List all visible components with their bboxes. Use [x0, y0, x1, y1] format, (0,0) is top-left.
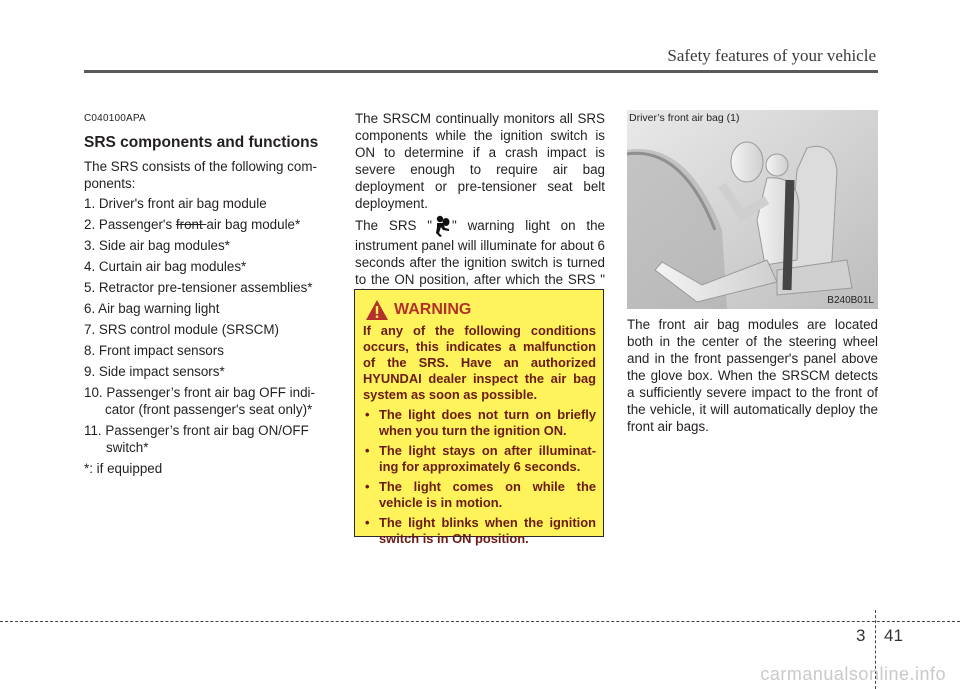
bullet-dot: • [365, 515, 370, 530]
intro-text: The SRS consists of the following com-ponents: [84, 159, 317, 191]
item-text: air bag module* [206, 217, 301, 232]
item-text: 2. Passenger's [84, 217, 176, 232]
bullet-dot: • [365, 443, 370, 458]
list-item [84, 216, 336, 233]
list-item: 7. SRS control module (SRSCM) [84, 322, 279, 337]
warning-bullet [363, 515, 596, 547]
struck-text: front [175, 217, 207, 232]
text-span: The SRS " [355, 218, 432, 233]
list-item: 11. Passenger’s front air bag ON/OFF switch* [84, 423, 309, 455]
component-list [84, 195, 336, 477]
text-span: " warning light on the instrument panel will illuminate for about 6 seconds after the ignition switch is turned to the ON position, after which the SRS " [355, 218, 605, 287]
warning-box [354, 289, 604, 546]
list-item: 8. Front impact sensors [84, 343, 224, 358]
footer-rule [0, 621, 960, 622]
bullet-text: The light stays on after illuminat-ing for approximately 6 seconds. [379, 443, 596, 474]
chapter-number: 3 [856, 626, 866, 645]
running-header: Safety features of your vehicle [667, 46, 876, 65]
page-number: 41 [884, 626, 903, 645]
bullet-dot: • [365, 479, 370, 494]
bullet-text: The light blinks when the ignition switch is in ON position. [379, 515, 596, 546]
bullet-text: The light comes on while the vehicle is in motion. [379, 479, 596, 510]
section-title: SRS components and functions [84, 134, 319, 151]
airbag-illustration [627, 110, 878, 309]
list-item: 3. Side air bag modules* [84, 238, 230, 253]
warning-bullet [363, 407, 596, 439]
warning-bullet [363, 443, 596, 475]
section-code: C040100APA [84, 113, 146, 124]
watermark: carmanualsonline.info [760, 664, 946, 684]
header-rule [84, 70, 878, 73]
footnote: *: if equipped [84, 461, 163, 476]
srscm-paragraph: The SRSCM continually monitors all SRS components while the ignition switch is ON to determine if a crash impact is severe enough to require air bag deployment or pre-tensioner seat belt deployment. [355, 111, 605, 211]
warning-title: WARNING [394, 301, 472, 318]
list-item: 9. Side impact sensors* [84, 364, 225, 379]
bullet-text: The light does not turn on briefly when you turn the ignition ON. [379, 407, 596, 438]
figure-caption: Driver’s front air bag (1) [629, 112, 740, 124]
list-item: 10. Passenger’s front air bag OFF indi-cator (front passenger's seat only)* [84, 385, 315, 417]
left-column [84, 110, 336, 481]
middle-column [355, 110, 605, 313]
airbag-warning-icon [434, 215, 450, 237]
warning-text: If any of the following conditions occurs, this indicates a malfunction of the SRS. Have an authorized HYUNDAI dealer inspect the air bag system as soon as possible. [363, 323, 596, 402]
bullet-dot: • [365, 407, 370, 422]
list-item: 4. Curtain air bag modules* [84, 259, 247, 274]
list-item: 5. Retractor pre-tensioner assemblies* [84, 280, 313, 295]
airbag-figure [627, 110, 878, 309]
right-text: The front air bag modules are located both in the center of the steering wheel and in the front passenger's panel above the glove box. When the SRSCM detects a sufficiently severe impact to the front of the vehicle, it will automatically deploy the front air bags. [627, 317, 878, 434]
list-item: 1. Driver's front air bag module [84, 196, 267, 211]
figure-code: B240B01L [827, 295, 874, 306]
list-item: 6. Air bag warning light [84, 301, 220, 316]
warning-header [365, 299, 596, 321]
warning-bullet [363, 479, 596, 511]
warning-triangle-icon [365, 299, 389, 321]
